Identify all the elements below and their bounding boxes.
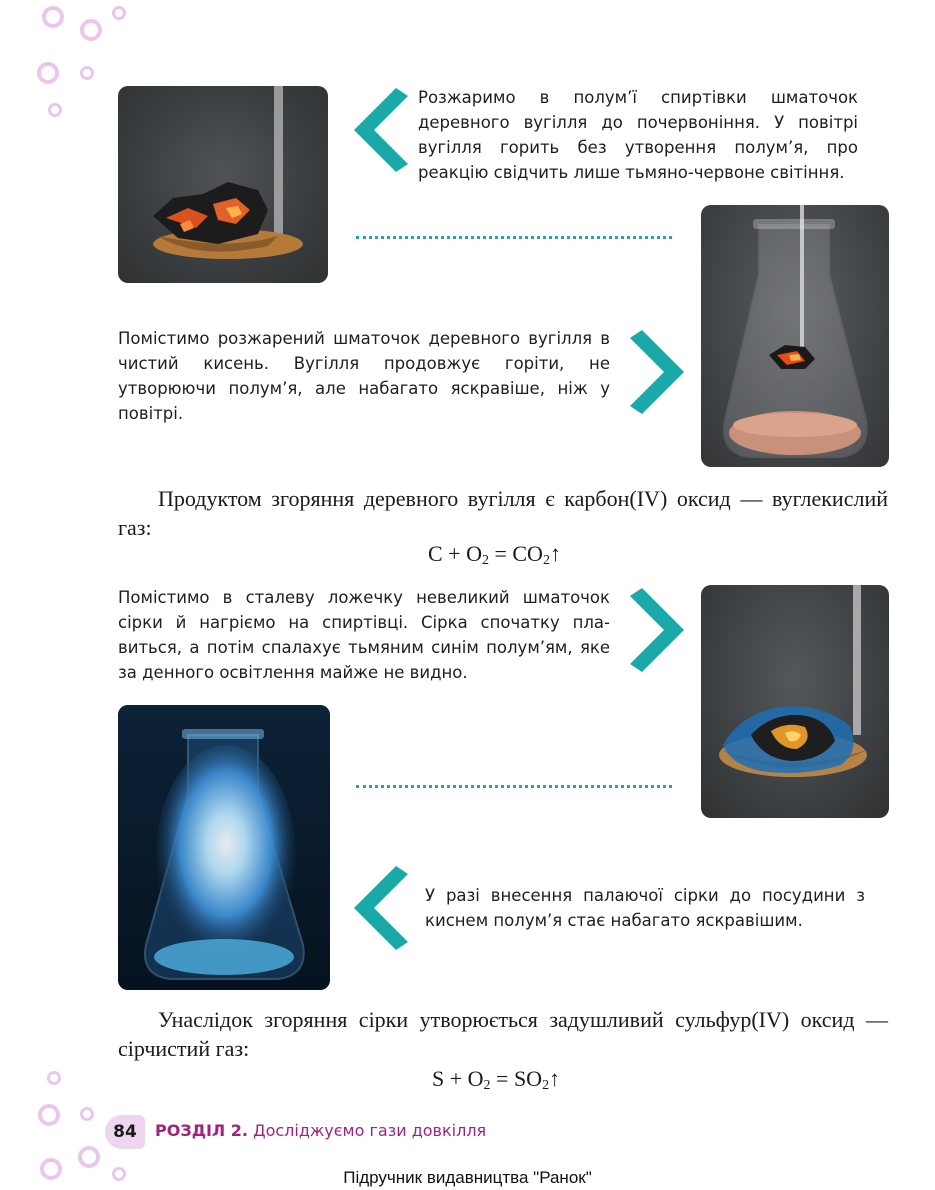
decor-circle bbox=[38, 1104, 60, 1126]
photo-flask-sulfur-oxygen bbox=[118, 705, 330, 990]
page-number: 84 bbox=[105, 1115, 145, 1149]
equation-sulfur-dioxide: $S + O_2$ = $SO_2↑$ bbox=[432, 1066, 561, 1093]
chevron-right-icon bbox=[630, 588, 686, 672]
photo-flask-charcoal-oxygen bbox=[701, 205, 889, 467]
dotted-divider bbox=[356, 236, 672, 239]
sulfur-air-text: Помістимо в сталеву ложечку невеликий шматочок сірки й нагріємо на спиртівці. Сірка спочатку плавиться, а потім спалахує тьмяним синім полум’ям, яке за денного освітлення майже не видно. bbox=[118, 588, 610, 682]
decor-circle bbox=[80, 19, 102, 41]
paragraph-charcoal-product: Продуктом згоряння деревного вугілля є карбон(IV) оксид — вуглекислий газ: bbox=[118, 486, 888, 540]
decor-circle bbox=[42, 6, 64, 28]
publisher-credit: Підручник видавництва "Ранок" bbox=[343, 1168, 592, 1187]
decor-circle bbox=[37, 62, 59, 84]
chevron-left-icon bbox=[352, 866, 408, 950]
equation-carbon-dioxide: $C + O_2$ = $CO_2↑$ bbox=[428, 541, 561, 568]
photo-sulfur-in-spoon bbox=[701, 585, 889, 818]
decor-circle bbox=[112, 6, 126, 20]
paragraph-sulfur-product: Унаслідок згоряння сірки утворюється задушливий сульфур(IV) оксид — сірчистий газ: bbox=[118, 1007, 888, 1061]
section-label: РОЗДІЛ 2. bbox=[155, 1121, 248, 1140]
photo-charcoal-in-spoon bbox=[118, 86, 328, 283]
decor-circle bbox=[47, 1071, 61, 1085]
charcoal-oxygen-text: Помістимо розжарений шматочок деревного вугілля в чистий кисень. Вугілля продовжує горіти, не утворюючи полум’я, але набагато яскравіше, ніж у повітрі. bbox=[118, 329, 610, 423]
sulfur-oxygen-text: У разі внесення палаючої сірки до посудини з киснем полум’я стає набагато яскравішим. bbox=[425, 886, 865, 930]
charcoal-air-text: Розжаримо в полум’ї спиртівки шматочок деревного вугілля до почервоніння. У повітрі вугілля горить без утворення полум’я, про реакцію свідчить лише тьмяно-червоне світіння. bbox=[418, 88, 858, 182]
dotted-divider bbox=[356, 785, 672, 788]
decor-circle bbox=[80, 66, 94, 80]
chevron-left-icon bbox=[352, 88, 408, 172]
section-name: Досліджуємо гази довкілля bbox=[253, 1121, 487, 1140]
decor-circle bbox=[80, 1107, 94, 1121]
section-title bbox=[155, 1121, 486, 1140]
decor-circle bbox=[78, 1146, 100, 1168]
decor-circle bbox=[48, 103, 62, 117]
chevron-right-icon bbox=[630, 330, 686, 414]
